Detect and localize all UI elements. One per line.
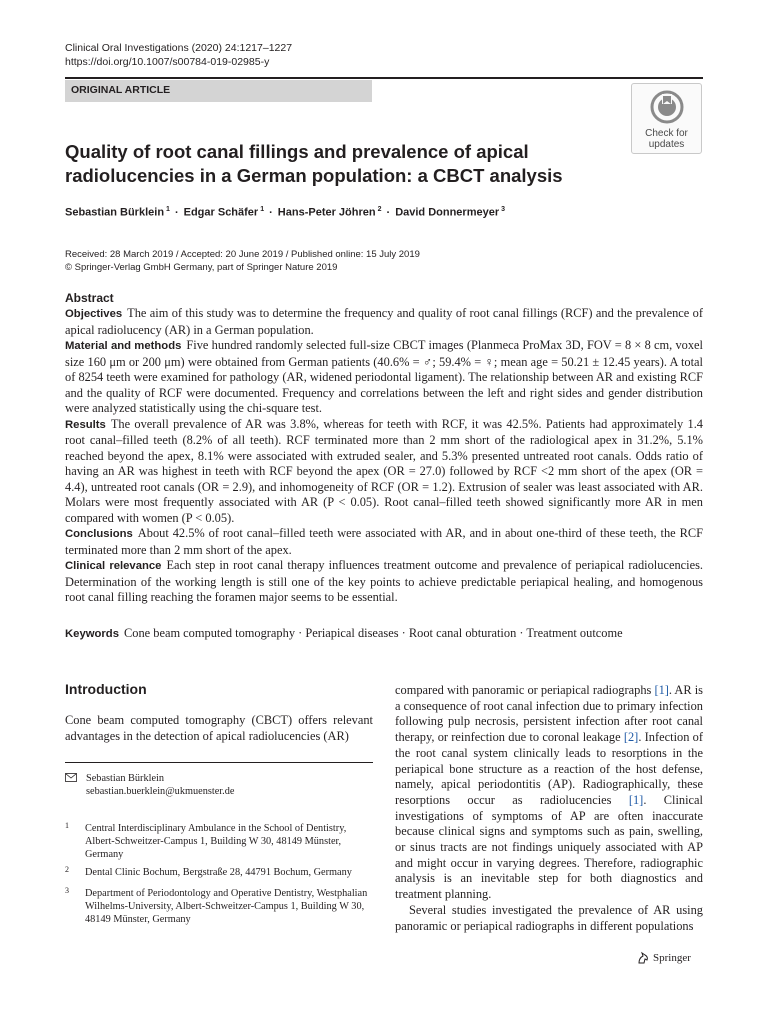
corresponding-author-name: Sebastian Bürklein bbox=[86, 773, 165, 784]
citation-link[interactable]: [1] bbox=[628, 792, 644, 807]
citation-link[interactable]: [1] bbox=[654, 683, 669, 697]
results-label: Results bbox=[65, 418, 106, 431]
affiliation-text: Central Interdisciplinary Ambulance in the School of Dentistry, Albert-Schweitzer-Campus 1, Building W 30, 48149 Münster, Germany bbox=[85, 823, 347, 860]
envelope-icon bbox=[65, 773, 77, 782]
abstract-section bbox=[65, 290, 703, 606]
publisher-name: Springer bbox=[653, 952, 691, 964]
publication-history: Received: 28 March 2019 / Accepted: 20 June 2019 / Published online: 15 July 2019 bbox=[65, 249, 420, 260]
results-text: The overall prevalence of AR was 3.8%, whereas for teeth with RCF, it was 42.5%. Patients had approximately 1.4 root canal–filled teeth (8.2% of all teeth). RCF terminated more than 2 mm short of the radiological apex in 31.2%, 5.1% reached beyond the apex, 8.1% were associated with extruded sealer, and 5.3% presented untreated root canals. Odds ratio of having an AR was highest in teeth with RCF beyond the apex (OR = 27.0) followed by RCF <2 mm short of the apex (OR = 4.4), untreated root canals (OR = 2.9), and inhomogeneity of RCF (OR = 1.2). Extrusion of sealer was least associated with AR. Molars were most frequently associated with AR (P < 0.05). Root canal–filled teeth showed significantly more AR in men compared with women (P < 0.05). bbox=[65, 416, 703, 525]
conclusions-text: About 42.5% of root canal–filled teeth were associated with AR, and in about one-third of these teeth, the RCF terminated more than 2 mm short of the apex. bbox=[65, 526, 703, 557]
objectives-text: The aim of this study was to determine the frequency and quality of root canal fillings (RCF) and the prevalence of apical radiolucency (AR) in a German population. bbox=[65, 306, 703, 337]
text-run: . Infection of the root canal system clinically leads to resorptions in the periapical bone structure as a reaction of the host defense, namely, apical periodontitis (AP). Radiographically, these resorptions occur as radiolucencies bbox=[395, 730, 703, 807]
springer-horse-icon bbox=[636, 951, 650, 965]
keywords-text: Cone beam computed tomography · Periapical diseases · Root canal obturation · Treatment outcome bbox=[124, 626, 623, 640]
header-divider bbox=[65, 77, 703, 79]
article-type-banner: ORIGINAL ARTICLE bbox=[65, 80, 372, 102]
author-affiliation-marker: 1 bbox=[260, 206, 265, 213]
introduction-paragraph bbox=[395, 683, 703, 903]
footnote-divider bbox=[65, 762, 373, 763]
keywords bbox=[65, 625, 703, 642]
abstract-results bbox=[65, 417, 703, 527]
clinical-relevance-text: Each step in root canal therapy influences treatment outcome and prevalence of periapical radiolucencies. Determination of the working length is still one of the key points to achieve predictable periapical healing, and homogenous root canal filling reaching the foramen major seems to be essential. bbox=[65, 558, 704, 604]
doi-link[interactable]: https://doi.org/10.1007/s00784-019-02985-y bbox=[65, 56, 270, 68]
methods-text: Five hundred randomly selected full-size CBCT images (Planmeca ProMax 3D, FOV = 8 × 8 cm, voxel size 160 μm or 200 μm) were obtained from German patients (40.6% = ♂; 59.4% = ♀; mean age = 50.21 ± 12.45 years). A total of 8254 teeth were examined for pathology (AR, widened periodontal ligament). The relationship between AR and existing RCF and the quality of RCF were documented. Frequency and correlations between the left and right sides and gender distribution were analyzed statistically using the chi-square test. bbox=[65, 338, 703, 415]
article-title: Quality of root canal fillings and prevalence of apical radiolucencies in a German population: a CBCT analysis bbox=[65, 141, 563, 186]
introduction-paragraph: Several studies investigated the prevalence of AR using panoramic or periapical radiographs in different populations bbox=[395, 902, 703, 933]
check-updates-icon bbox=[650, 90, 684, 126]
affiliation bbox=[65, 866, 377, 879]
text-run: . AR is a consequence of root canal infection due to primary infection following pulp necrosis, persistent infection after root canal therapy, or reinfection due to coronal leakage bbox=[395, 683, 703, 745]
objectives-label: Objectives bbox=[65, 308, 123, 320]
conclusions-label: Conclusions bbox=[65, 528, 133, 540]
check-for-updates-badge[interactable] bbox=[631, 83, 702, 154]
abstract-methods bbox=[65, 338, 703, 417]
author-affiliation-marker: 2 bbox=[377, 206, 382, 213]
affiliation bbox=[65, 887, 377, 926]
abstract-heading: Abstract bbox=[65, 291, 114, 305]
introduction-paragraph: Cone beam computed tomography (CBCT) offers relevant advantages in the detection of apical radiolucencies (AR) bbox=[65, 713, 373, 743]
affiliation-number: 3 bbox=[65, 886, 69, 895]
affiliation-text: Dental Clinic Bochum, Bergstraße 28, 44791 Bochum, Germany bbox=[85, 867, 352, 878]
affiliation-text: Department of Periodontology and Operative Dentistry, Westphalian Wilhelms-University, Albert-Schweitzer-Campus 1, Building W 30, 48149 Münster, Germany bbox=[85, 888, 368, 925]
copyright-notice: © Springer-Verlag GmbH Germany, part of Springer Nature 2019 bbox=[65, 262, 338, 273]
author-name[interactable]: Sebastian Bürklein bbox=[65, 206, 165, 219]
clinical-relevance-label: Clinical relevance bbox=[65, 560, 162, 572]
methods-label: Material and methods bbox=[65, 340, 182, 352]
correspondence-block bbox=[65, 772, 373, 798]
abstract-objectives bbox=[65, 306, 703, 338]
publisher-logo bbox=[636, 951, 691, 965]
affiliation-number: 2 bbox=[65, 865, 69, 874]
author-separator: · bbox=[386, 206, 391, 219]
author-affiliation-marker: 3 bbox=[501, 206, 506, 213]
abstract-conclusions bbox=[65, 526, 703, 558]
affiliation-number: 1 bbox=[65, 821, 69, 830]
corresponding-author-email[interactable]: sebastian.buerklein@ukmuenster.de bbox=[86, 786, 235, 797]
keywords-label: Keywords bbox=[65, 628, 119, 640]
introduction-heading: Introduction bbox=[65, 681, 147, 697]
abstract-clinical-relevance bbox=[65, 558, 703, 606]
check-updates-label: Check for updates bbox=[645, 128, 688, 150]
author-affiliation-marker: 1 bbox=[166, 206, 170, 213]
text-run: compared with panoramic or periapical radiographs bbox=[395, 683, 655, 697]
author-name[interactable]: David Donnermeyer bbox=[395, 206, 500, 219]
citation-link[interactable]: [2] bbox=[623, 730, 639, 745]
right-column bbox=[395, 683, 703, 934]
affiliation bbox=[65, 822, 377, 861]
journal-info: Clinical Oral Investigations (2020) 24:1217–1227 bbox=[65, 42, 293, 54]
author-list bbox=[65, 206, 505, 219]
text-run: . Clinical investigations of symptoms of AP are often inaccurate because clinical signs and symptoms such as pain, swelling, or sinus tracts are not findings uniquely associated with AP and might occur in varying degrees. Therefore, radiographic analysis is an inevitable step for both diagnostics and treatment planning. bbox=[395, 792, 703, 902]
author-name[interactable]: Hans-Peter Jöhren bbox=[277, 206, 376, 219]
author-separator: · bbox=[269, 206, 273, 219]
author-separator: · bbox=[174, 206, 179, 219]
author-name[interactable]: Edgar Schäfer bbox=[183, 206, 259, 219]
